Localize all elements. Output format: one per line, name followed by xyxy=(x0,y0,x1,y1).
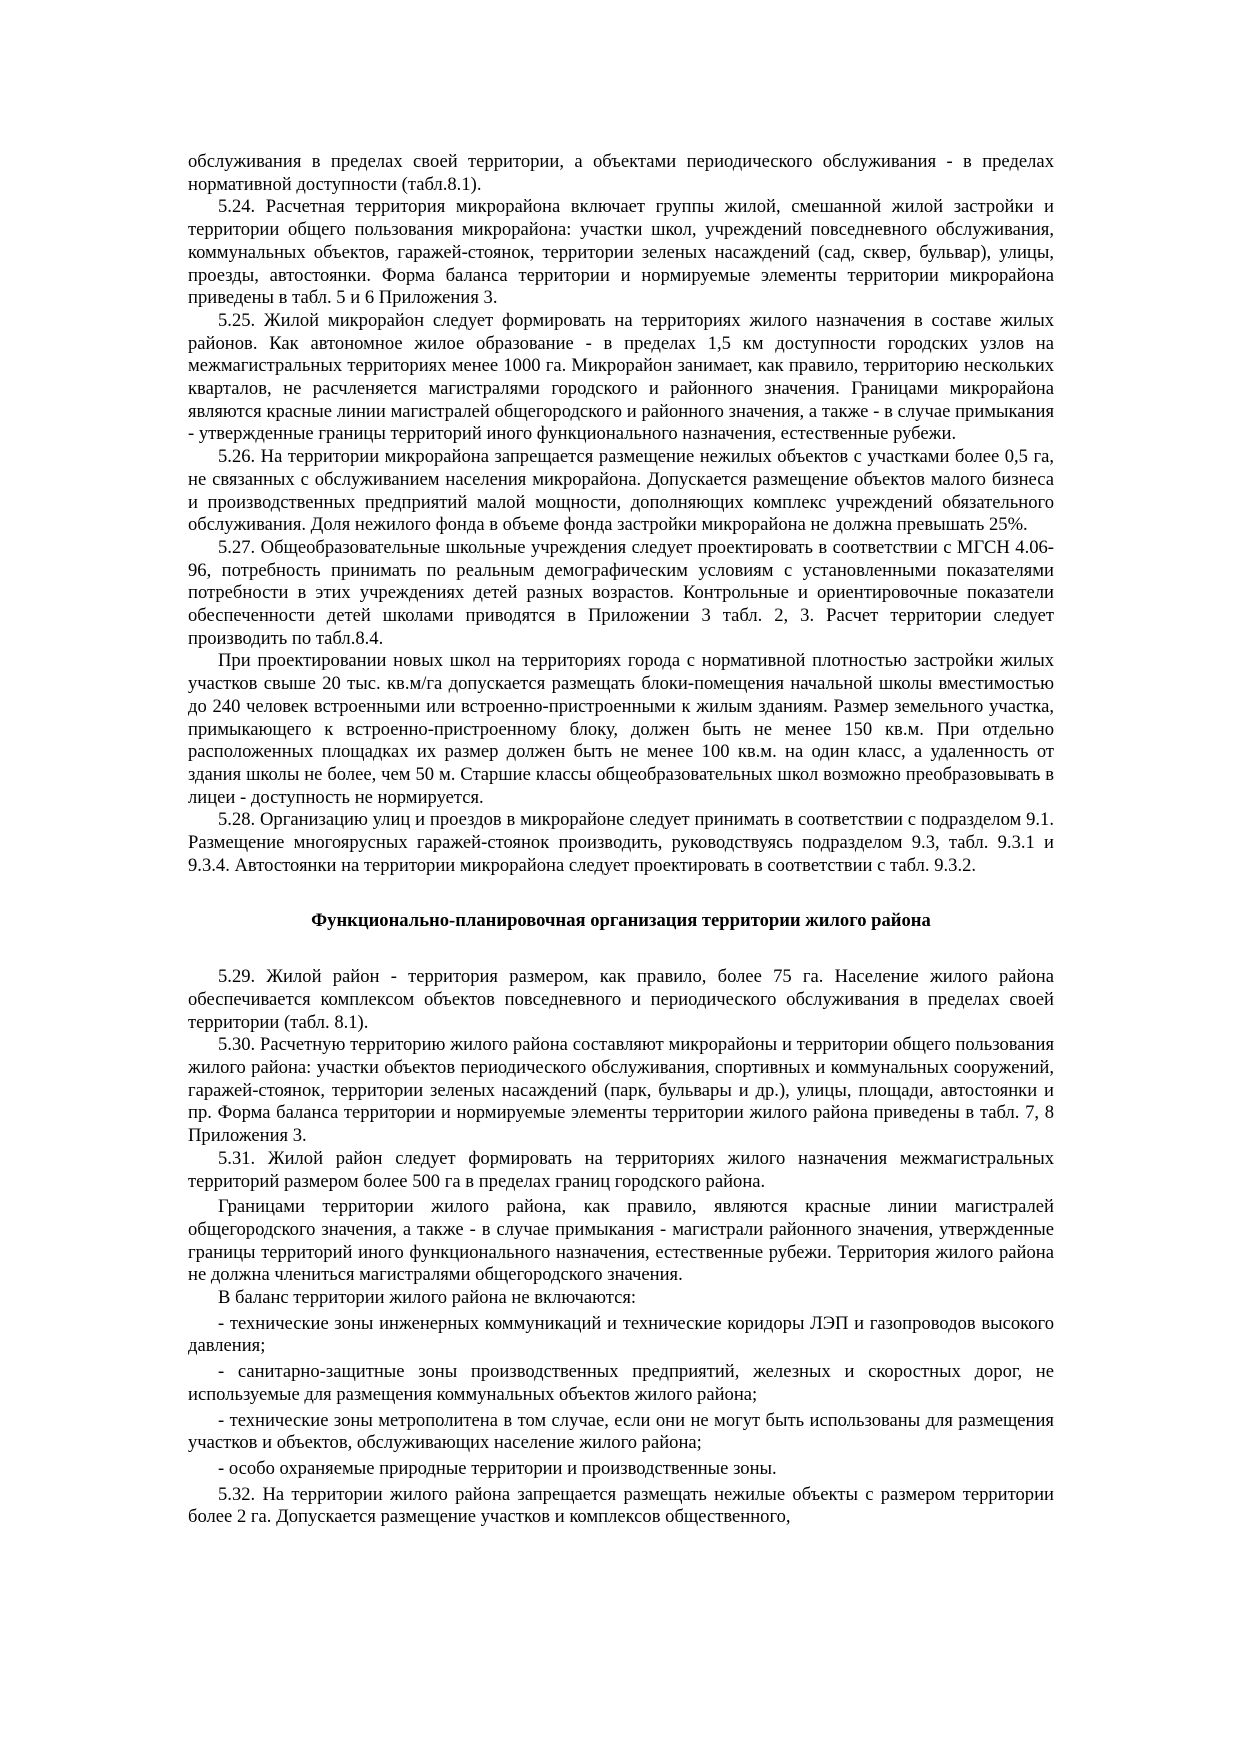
paragraph-balance-exclusions: В баланс территории жилого района не включаются: xyxy=(218,1287,637,1309)
paragraph-5-27: 5.27. Общеобразовательные школьные учреждения следует проектировать в соответствии с МГСН 4.06-96, потребность принимать по реальным демографическим условиям с установленными показателями потребности в этих учреждениях детей разных возрастов. Контрольные и ориентировочные показатели обеспеченности детей школами приводятся в Приложении 3 табл. 2, 3. Расчет территории следует производить по табл.8.4. xyxy=(188,536,1054,649)
paragraph-continuation: обслуживания в пределах своей территории, а объектами периодического обслуживания - в пределах нормативной доступности (табл.8.1). xyxy=(188,151,1054,195)
paragraph-5-31: 5.31. Жилой район следует формировать на территориях жилого назначения межмагистральных территорий размером более 500 га в пределах границ городского района. xyxy=(188,1147,1054,1192)
paragraph-5-24: 5.24. Расчетная территория микрорайона включает группы жилой, смешанной жилой застройки и территории общего пользования микрорайона: участки школ, учреждений повседневного обслуживания, коммунальных объектов, гаражей-стоянок, территории зеленых насаждений (сад, сквер, бульвар), улицы, проезды, автостоянки. Форма баланса территории и нормируемые элементы территории микрорайона приведены в табл. 5 и 6 Приложения 3. xyxy=(188,196,1054,309)
paragraph-5-26: 5.26. На территории микрорайона запрещается размещение нежилых объектов с участками более 0,5 га, не связанных с обслуживанием населения микрорайона. Допускается размещение объектов малого бизнеса и производственных предприятий малой мощности, дополняющих комплекс учреждений обязательного обслуживания. Доля нежилого фонда в объеме фонда застройки микрорайона не должна превышать 25%. xyxy=(188,446,1054,536)
paragraph-5-30: 5.30. Расчетную территорию жилого района составляют микрорайоны и территории общего пользования жилого района: участки объектов периодического обслуживания, спортивных и коммунальных сооружений, гаражей-стоянок, территории зеленых насаждений (парк, бульвары и др.), улицы, площади, автостоянки и пр. Форма баланса территории и нормируемые элементы территории жилого района приведены в табл. 7, 8 Приложения 3. xyxy=(188,1034,1054,1147)
paragraph-5-32: 5.32. На территории жилого района запрещается размещать нежилые объекты с размером территории более 2 га. Допускается размещение участков и комплексов общественного, xyxy=(188,1483,1054,1528)
paragraph-schools-design: При проектировании новых школ на территориях города с нормативной плотностью застройки жилых участков свыше 20 тыс. кв.м/га допускается размещать блоки-помещения начальной школы вместимостью до 240 человек встроенными или встроенно-пристроенными к жилым зданиям. Размер земельного участка, примыкающего к встроенно-пристроенному блоку, должен быть не менее 150 кв.м. При отдельно расположенных площадках их размер должен быть не менее 100 кв.м. на один класс, а удаленность от здания школы не более, чем 50 м. Старшие классы общеобразовательных школ возможно преобразовывать в лицеи - доступность не нормируется. xyxy=(188,650,1054,808)
paragraph-5-25: 5.25. Жилой микрорайон следует формировать на территориях жилого назначения в составе жилых районов. Как автономное жилое образование - в пределах 1,5 км доступности городских узлов на межмагистральных территориях менее 1000 га. Микрорайон занимает, как правило, территорию нескольких кварталов, не расчленяется магистралями городского и районного значения. Границами микрорайона являются красные линии магистралей общегородского и районного значения, а также - в случае примыкания - утвержденные границы территорий иного функционального назначения, естественные рубежи. xyxy=(188,309,1054,445)
list-item-metro-zones: - технические зоны метрополитена в том случае, если они не могут быть использованы для размещения участков и объектов, обслуживающих население жилого района; xyxy=(188,1409,1054,1454)
list-item-sanitary-zones: - санитарно-защитные зоны производственных предприятий, железных и скоростных дорог, не используемые для размещения коммунальных объектов жилого района; xyxy=(188,1361,1054,1405)
document-page xyxy=(188,151,1054,1529)
paragraph-district-borders: Границами территории жилого района, как правило, являются красные линии магистралей общегородского значения, а также - в случае примыкания - магистрали районного значения, утвержденные границы территорий иного функционального назначения, естественные рубежи. Территория жилого района не должна члениться магистралями общегородского значения. xyxy=(188,1196,1054,1286)
section-heading: Функционально-планировочная организация территории жилого района xyxy=(311,909,931,931)
paragraph-5-29: 5.29. Жилой район - территория размером, как правило, более 75 га. Население жилого района обеспечивается комплексом объектов повседневного и периодического обслуживания в пределах своей территории (табл. 8.1). xyxy=(188,966,1054,1033)
list-item-protected-areas: - особо охраняемые природные территории и производственные зоны. xyxy=(218,1457,777,1479)
paragraph-5-28: 5.28. Организацию улиц и проездов в микрорайоне следует принимать в соответствии с подразделом 9.1. Размещение многоярусных гаражей-стоянок производить, руководствуясь подразделом 9.3, табл. 9.3.1 и 9.3.4. Автостоянки на территории микрорайона следует проектировать в соответствии с табл. 9.3.2. xyxy=(188,809,1054,876)
list-item-technical-zones: - технические зоны инженерных коммуникаций и технические коридоры ЛЭП и газопроводов высокого давления; xyxy=(188,1312,1054,1357)
